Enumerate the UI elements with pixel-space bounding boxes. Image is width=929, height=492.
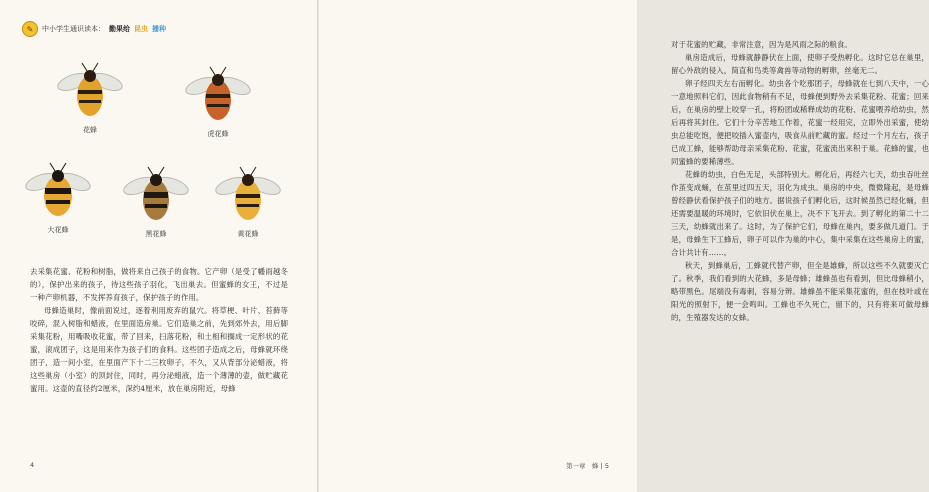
book-title-part3: 播种 [152, 25, 166, 33]
bee-figure [52, 60, 128, 135]
book-title-part2: 昆虫 [134, 25, 148, 33]
paragraph: 母蜂造巢时，像前面说过，逐着利用废弃的鼠穴。将草梗、叶片、苔藓等咬碎，混入树脂和蜡液，在里面造房巢。它们造巢之前，先到郊外去，用后脚采集花粉，用嘴吸收花蜜，带了回来，扫落花粉，和土相和搁成一定形状的花蜜，滚成团子，这是用来作为孩子们的食料。这些团子造成之后，母蜂就环绕团子，造一间小室，在里面产下十二三枚卵子，不久，又从背部分泌蜡液，将这些巢房（小室）的顶封住，同时，再分泌蜡液，造一个薄薄的壶，做贮藏花蜜用。这壶的直径约2厘米，深约4厘米，放在巢房附近，母蜂 [30, 306, 288, 393]
left-body-text [30, 265, 288, 395]
bee-label: 虎花蜂 [207, 130, 229, 138]
left-page [0, 0, 318, 492]
bee-label: 黄花蜂 [237, 230, 259, 238]
right-body-text [671, 38, 929, 324]
bee-illustration-icon [181, 64, 255, 128]
page-number-left: 4 [30, 461, 35, 469]
bee-label: 花蜂 [83, 126, 97, 134]
bee-label: 大花蜂 [47, 226, 69, 234]
bee-figure [20, 160, 96, 235]
paragraph: 对于花蜜的贮藏，非常注意，因为是风雨之际的粮食。 [671, 40, 852, 49]
bee-illustrations [30, 60, 290, 260]
paragraph: 去采集花蜜、花粉和树脂，做将来自己孩子的食物。它产卵（是受了幡雨越冬的），保护出来的孩子，待这些孩子羽化，飞出巢去。但蜜蜂的女王，不过是一种产卵机器，不发挥养育孩子，保护孩子的作用。 [30, 267, 288, 302]
bee-illustration-icon [119, 164, 193, 228]
paragraph: 花蜂的幼虫，白色无足，头部特别大。孵化后，再经六七天，幼虫吞吐丝作茧变成蛹，在茧里过四五天，羽化为成虫。巢房的中央，微微隆起，是母蜂曾经静伏看保护孩子们的地方。据说孩子们孵化后，这时候虽然已经化蛹，但还需要温暖的环境时，它依旧伏在巢上，决不下飞开去。到了孵化的第二十二三天，幼蜂就出来了。这时，为了保护它们，母蜂在巢内，要多做几道门。于是，母蜂生下工蜂后，卵子可以作为巢的中心，集中采集在这些巢房上的蜜，合计共计有……。 [671, 170, 929, 257]
running-header [22, 22, 166, 36]
series-name: 中小学生通识读本： [42, 25, 105, 33]
right-page [319, 0, 929, 492]
paragraph: 巢房造成后，母蜂就静静伏在上面，使卵子受热孵化。这时它总在巢里，留心外敌的侵入，简直和鸟类等禽兽等动物的孵卵，丝毫无二。 [671, 53, 929, 75]
book-title-part1: 勤果给 [109, 25, 130, 33]
bee-illustration-icon [211, 164, 285, 228]
bee-figure [118, 164, 194, 239]
bee-illustration-icon [21, 160, 95, 224]
paragraph: 秋天，到蜂巢后，工蜂就代替产卵，但全是雄蜂，所以这些不久就要灭亡了。秋季，我们看到的大花蜂，多是母蜂；雄蜂虽也有看到，但比母蜂稍小，略带黑色。尾端没有毒刺，容易分辨。雄蜂虽不能采集花蜜的，但在枝叶或在阳光的照射下，便一会鸣叫。工蜂也不久死亡，留下的，只有将来可做母蜂的，生殖器发达的女蜂。 [671, 261, 929, 322]
reading-badge-icon: ✎ [22, 21, 38, 37]
bee-figure [210, 164, 286, 239]
paragraph: 卵子经四天左右而孵化。幼虫各个吃那团子，母蜂就在七到八天中，一心一意地照料它们，因此食物稍有不足，母蜂便到野外去采集花粉、花蜜；回来后，在巢房的壁上咬穿一孔，将粉团或稀释成幼的花粉、花蜜喂养给幼虫，然后再将其封住。它们十分辛苦地工作着，花蜜一经用完，立即外出采蜜，使幼虫总能吃饱，便把咬插入蜜壶内，吸食从前贮藏的蜜。经过一个月左右，孩子已成工蜂，能够帮助母亲采集花粉、花蜜，花蜜流出来积于巢。花蜂的蜜，也同蜜蜂的要稀薄些。 [671, 79, 929, 166]
bee-label: 黑花蜂 [145, 230, 167, 238]
bee-figure [180, 64, 256, 139]
page-number-right: 第一章 蜂 | 5 [566, 462, 609, 470]
bee-illustration-icon [53, 60, 127, 124]
